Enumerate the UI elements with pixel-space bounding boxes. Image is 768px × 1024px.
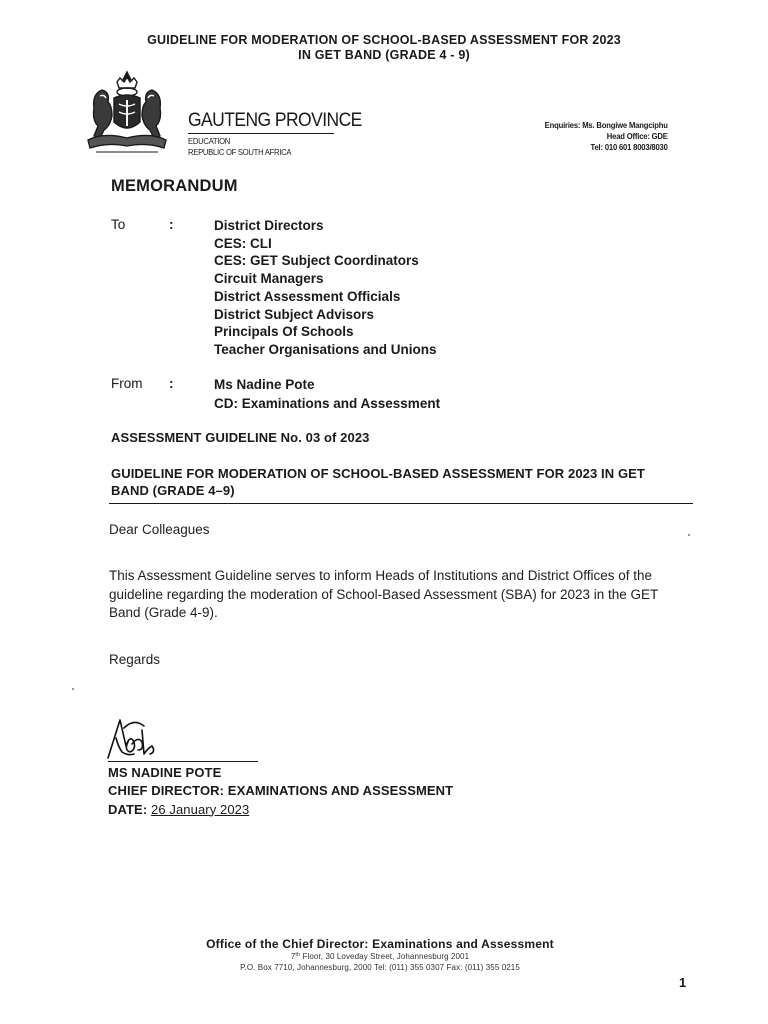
country-name: REPUBLIC OF SOUTH AFRICA [188,147,292,157]
to-label: To [111,217,126,232]
signatory-name: MS NADINE POTE [108,765,222,780]
from-colon: : [169,376,174,391]
enquiries-office: Head Office: GDE [607,131,668,141]
signatory-block [108,764,453,819]
province-underline [188,133,334,134]
sender-block [214,376,440,413]
signatory-date [108,801,453,819]
recipient-item: District Assessment Officials [214,288,401,304]
province-name: GAUTENG PROVINCE [188,110,362,131]
date-value: 26 January 2023 [150,801,250,817]
subject-divider [109,503,693,504]
subject-line-1: GUIDELINE FOR MODERATION OF SCHOOL-BASED ASSESSMENT FOR 2023 IN GET [111,466,645,481]
page-number: 1 [679,975,687,990]
from-label: From [111,376,143,391]
memo-title: MEMORANDUM [111,177,238,195]
to-colon: : [169,217,174,232]
body-line: guideline regarding the moderation of School-Based Assessment (SBA) for 2023 in the GET [109,586,659,602]
enquiries-tel: Tel: 010 601 8003/8030 [590,142,668,152]
enquiries-contact: Enquiries: Ms. Bongiwe Mangciphu [544,120,668,130]
recipient-item: Principals Of Schools [214,324,354,340]
salutation: Dear Colleagues [109,522,210,537]
subject-heading [111,465,701,499]
body-paragraph [109,567,699,623]
footer-floor: 7 [290,952,296,961]
guideline-number: ASSESSMENT GUIDELINE No. 03 of 2023 [111,430,370,445]
coat-of-arms-icon [84,68,170,158]
enquiries-block [545,120,668,153]
footer-floor-suffix: th [295,952,301,958]
sender-title: CD: Examinations and Assessment [214,395,441,411]
recipient-item: Circuit Managers [214,271,324,287]
department-name: EDUCATION [188,136,231,146]
scan-speck [688,534,690,536]
recipient-item: Teacher Organisations and Unions [214,341,437,357]
signatory-title: CHIEF DIRECTOR: EXAMINATIONS AND ASSESSMENT [108,783,454,799]
subject-line-2: BAND (GRADE 4–9) [111,483,235,498]
scan-speck [72,688,74,690]
recipient-item: District Subject Advisors [214,306,375,322]
footer-contact: P.O. Box 7710, Johannesburg, 2000 Tel: (011) 355 0307 Fax: (011) 355 0215 [240,963,520,972]
header-line-1: GUIDELINE FOR MODERATION OF SCHOOL-BASED ASSESSMENT FOR 2023 [147,33,621,47]
footer-street: Floor, 30 Loveday Street, Johannesburg 2001 [300,952,470,961]
sender-name: Ms Nadine Pote [214,377,315,392]
letterhead-province [188,110,377,158]
recipient-item: CES: GET Subject Coordinators [214,253,419,269]
handwritten-signature [104,716,164,760]
recipients-list [214,217,437,359]
header-line-2: IN GET BAND (GRADE 4 - 9) [298,48,470,62]
recipient-item: District Directors [214,218,324,233]
footer-address [0,952,760,961]
document-header [0,33,768,63]
body-line: This Assessment Guideline serves to inform Heads of Institutions and District Offices of the [109,568,652,583]
date-label: DATE: [108,801,148,817]
recipient-item: CES: CLI [214,235,272,251]
footer-title: Office of the Chief Director: Examinations and Assessment [206,937,554,951]
body-line: Band (Grade 4-9). [109,605,218,620]
signature-line [108,761,258,762]
closing: Regards [109,652,161,667]
